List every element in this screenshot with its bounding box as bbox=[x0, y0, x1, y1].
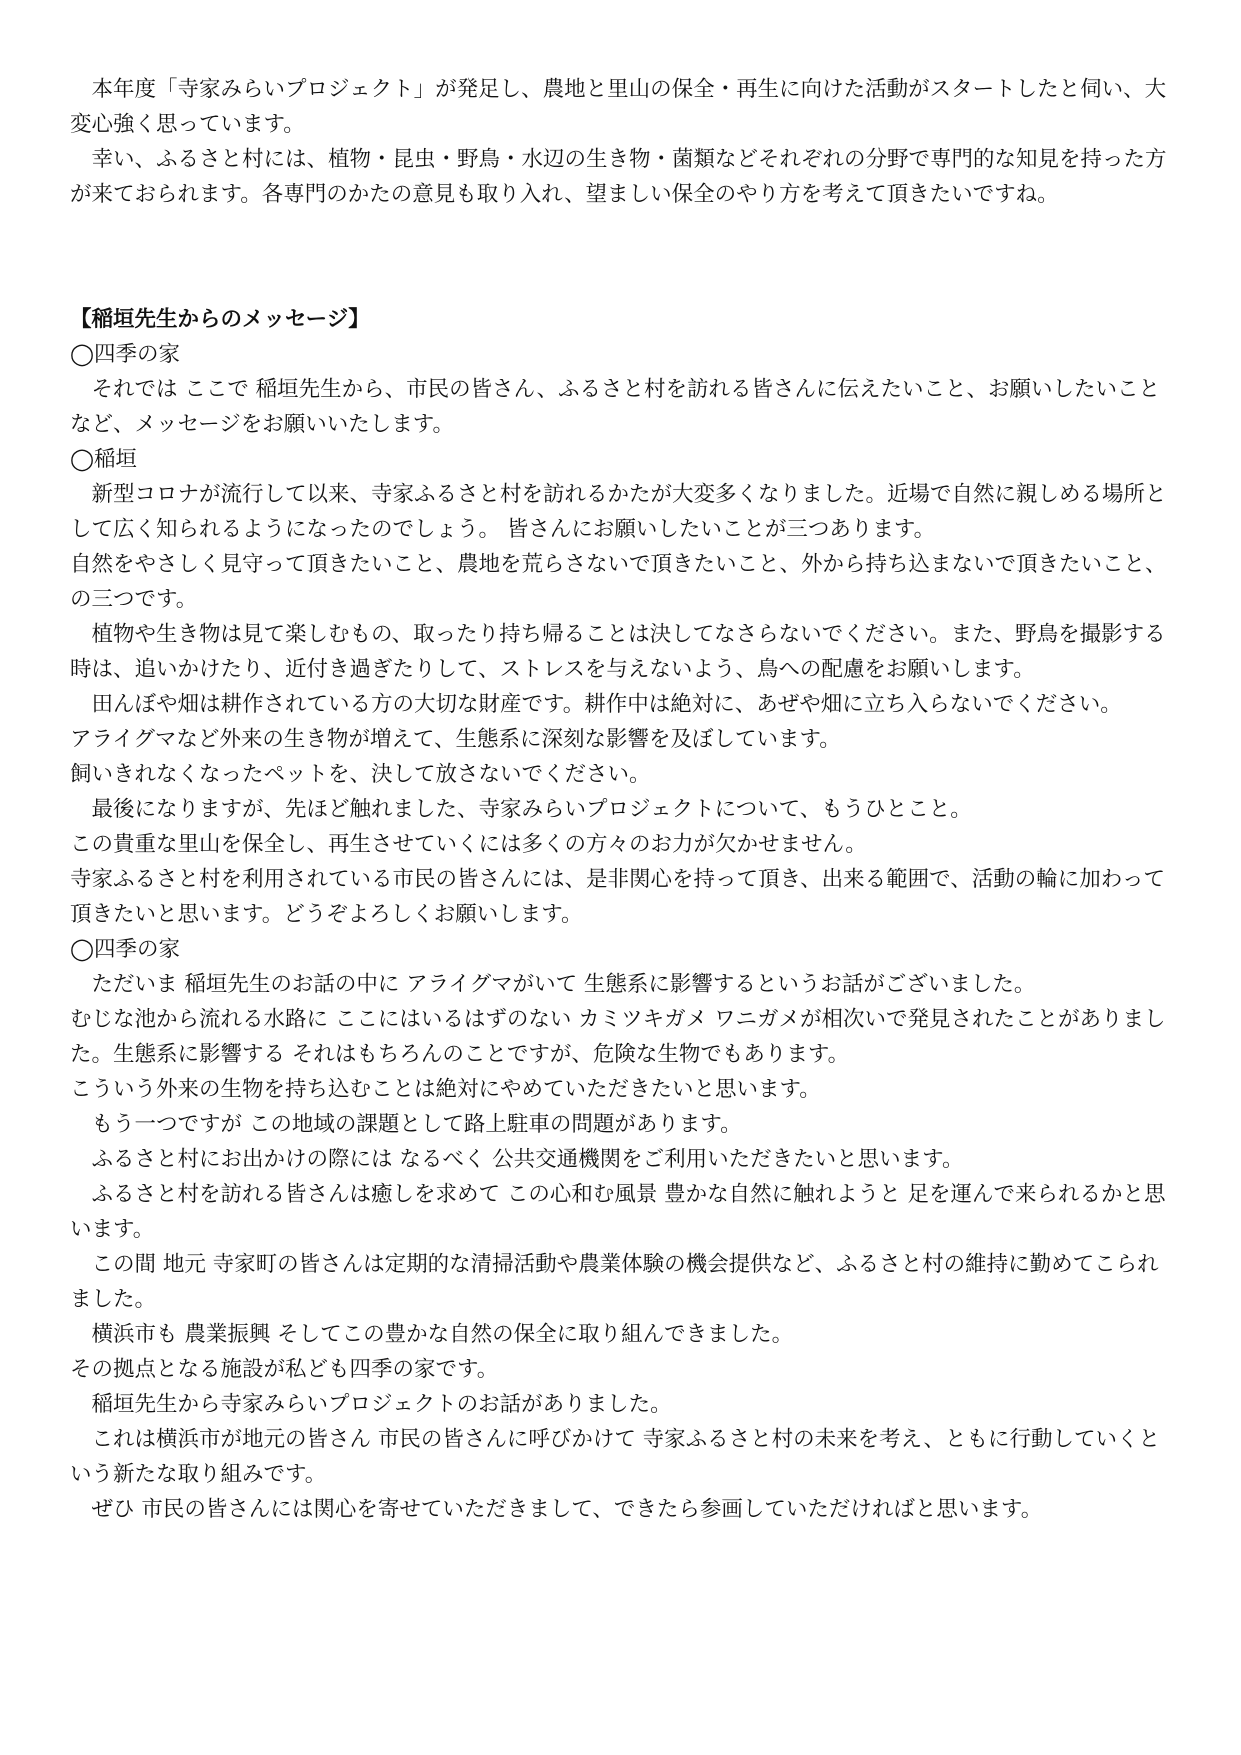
shiki-paragraph: その拠点となる施設が私ども四季の家です。 bbox=[70, 1357, 499, 1382]
intro-paragraph-1: 本年度「寺家みらいプロジェクト」が発足し、農地と里山の保全・再生に向けた活動がスタートしたと伺い、大変心強く思っています。 bbox=[70, 77, 1167, 137]
inagaki-paragraph: 寺家ふるさと村を利用されている市民の皆さんには、是非関心を持って頂き、出来る範囲で、活動の輪に加わって頂きたいと思います。どうぞよろしくお願いします。 bbox=[70, 867, 1166, 927]
inagaki-paragraph: 新型コロナが流行して以来、寺家ふるさと村を訪れるかたが大変多くなりました。近場で自然に親しめる場所として広く知られるようになったのでしょう。 皆さんにお願いしたいことが三つあります。 bbox=[70, 482, 1167, 542]
shiki-paragraph: こういう外来の生物を持ち込むことは絶対にやめていただきたいと思います。 bbox=[70, 1077, 821, 1102]
speaker-label-inagaki: ◯稲垣 bbox=[70, 447, 138, 472]
intro-paragraph-2: 幸い、ふるさと村には、植物・昆虫・野鳥・水辺の生き物・菌類などそれぞれの分野で専門的な知見を持った方が来ておられます。各専門のかたの意見も取り入れ、望ましい保全のやり方を考えて頂きたいですね。 bbox=[70, 147, 1167, 207]
shiki-paragraph: むじな池から流れる水路に ここにはいるはずのない カミツキガメ ワニガメが相次いで発見されたことがありました。生態系に影響する それはもちろんのことですが、危険な生物でもあります。 bbox=[70, 1007, 1166, 1067]
inagaki-paragraph: 自然をやさしく見守って頂きたいこと、農地を荒らさないで頂きたいこと、外から持ち込まないで頂きたいこと、の三つです。 bbox=[70, 552, 1167, 612]
speaker-label-shiki: ◯四季の家 bbox=[70, 342, 181, 367]
shiki-paragraph: もう一つですが この地域の課題として路上駐車の問題があります。 bbox=[91, 1112, 742, 1137]
inagaki-paragraph: 最後になりますが、先ほど触れました、寺家みらいプロジェクトについて、もうひとこと。 bbox=[91, 797, 972, 822]
document-page bbox=[70, 72, 1180, 1527]
spacer bbox=[70, 212, 1180, 302]
inagaki-paragraph: 植物や生き物は見て楽しむもの、取ったり持ち帰ることは決してなさらないでください。また、野鳥を撮影する時は、追いかけたり、近付き過ぎたりして、ストレスを与えないよう、鳥への配慮をお願いします。 bbox=[70, 622, 1166, 682]
inagaki-paragraph: アライグマなど外来の生き物が増えて、生態系に深刻な影響を及ぼしています。 bbox=[70, 727, 841, 752]
shiki-paragraph: この間 地元 寺家町の皆さんは定期的な清掃活動や農業体験の機会提供など、ふるさと村の維持に勤めてこられました。 bbox=[70, 1252, 1159, 1312]
shiki-paragraph: ぜひ 市民の皆さんには関心を寄せていただきまして、できたら参画していただければと思います。 bbox=[91, 1497, 1043, 1522]
shiki-paragraph: 横浜市も 農業振興 そしてこの豊かな自然の保全に取り組んできました。 bbox=[91, 1322, 794, 1347]
shiki-paragraph: これは横浜市が地元の皆さん 市民の皆さんに呼びかけて 寺家ふるさと村の未来を考え、ともに行動していくという新たな取り組みです。 bbox=[70, 1427, 1160, 1487]
shiki-paragraph: 稲垣先生から寺家みらいプロジェクトのお話がありました。 bbox=[91, 1392, 672, 1417]
section-title: 【稲垣先生からのメッセージ】 bbox=[70, 307, 370, 332]
shiki-paragraph: ふるさと村にお出かけの際には なるべく 公共交通機関をご利用いただきたいと思います。 bbox=[91, 1147, 964, 1172]
inagaki-paragraph: この貴重な里山を保全し、再生させていくには多くの方々のお力が欠かせません。 bbox=[70, 832, 867, 857]
shiki-paragraph: ただいま 稲垣先生のお話の中に アライグマがいて 生態系に影響するというお話がございました。 bbox=[91, 972, 1036, 997]
inagaki-paragraph: 飼いきれなくなったペットを、決して放さないでください。 bbox=[70, 762, 651, 787]
speaker-label-shiki: ◯四季の家 bbox=[70, 937, 181, 962]
shiki-paragraph: ふるさと村を訪れる皆さんは癒しを求めて この心和む風景 豊かな自然に触れようと 足を運んで来られるかと思います。 bbox=[70, 1182, 1166, 1242]
inagaki-paragraph: 田んぼや畑は耕作されている方の大切な財産です。耕作中は絶対に、あぜや畑に立ち入らないでください。 bbox=[91, 692, 1122, 717]
shiki-paragraph: それでは ここで 稲垣先生から、市民の皆さん、ふるさと村を訪れる皆さんに伝えたいこと、お願いしたいことなど、メッセージをお願いいたします。 bbox=[70, 377, 1160, 437]
